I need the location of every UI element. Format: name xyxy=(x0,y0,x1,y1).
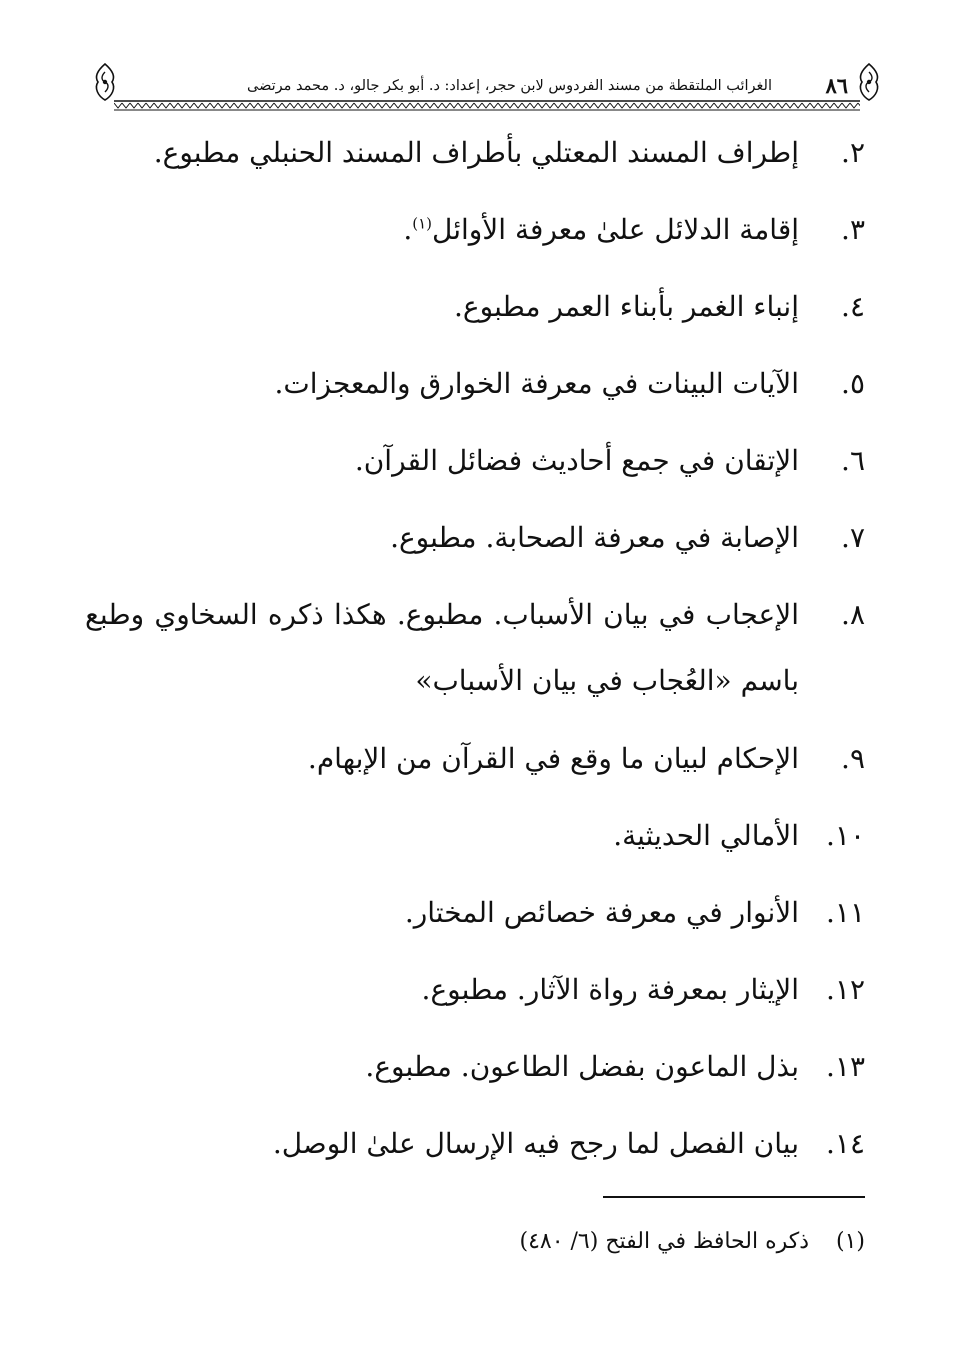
item-text: بذل الماعون بفضل الطاعون. مطبوع. xyxy=(365,1050,799,1083)
item-number: ١٠. xyxy=(826,819,865,852)
item-text-with-footnote xyxy=(85,197,809,263)
list-item xyxy=(85,351,865,428)
item-number: ٢. xyxy=(841,136,865,169)
item-text: الأمالي الحديثية. xyxy=(613,819,799,852)
item-text: الإيثار بمعرفة رواة الآثار. مطبوع. xyxy=(421,973,799,1006)
list-item xyxy=(85,274,865,351)
item-number: ٤. xyxy=(841,290,865,323)
item-text: الإصابة في معرفة الصحابة. مطبوع. xyxy=(390,521,799,554)
item-text: الأنوار في معرفة خصائص المختار. xyxy=(404,896,799,929)
list-item xyxy=(85,880,865,957)
item-number: ٣. xyxy=(841,213,865,246)
item-number: ٦. xyxy=(841,444,865,477)
running-title: الغرائب الملتقطة من مسند الفردوس لابن حجر، إعداد: د. أبو بكر جالو، د. محمد مرتضى xyxy=(246,78,772,94)
list-item xyxy=(85,428,865,505)
item-text: إطراف المسند المعتلي بأطراف المسند الحنبلي مطبوع. xyxy=(153,136,799,169)
header-decorative-rule xyxy=(114,100,860,111)
list-item xyxy=(85,1111,865,1188)
item-number: ٧. xyxy=(841,521,865,554)
item-text: الإتقان في جمع أحاديث فضائل القرآن. xyxy=(354,444,799,477)
item-text: إنباء الغمر بأبناء العمر مطبوع. xyxy=(454,290,799,323)
list-item xyxy=(85,120,865,197)
list-item xyxy=(85,726,865,803)
item-number: ١١. xyxy=(826,896,865,929)
footnote-reference: (١) xyxy=(412,214,432,233)
item-number: ٥. xyxy=(841,367,865,400)
item-number: ١٢. xyxy=(826,973,865,1006)
header-ornament-right-icon xyxy=(854,62,884,102)
list-item xyxy=(85,1034,865,1111)
list-item xyxy=(85,197,865,274)
books-list xyxy=(85,120,865,1188)
item-number: ١٤. xyxy=(826,1127,865,1160)
item-text: بيان الفصل لما رجح فيه الإرسال علىٰ الوصل. xyxy=(272,1127,799,1160)
item-number: ٩. xyxy=(841,742,865,775)
item-number: ١٣. xyxy=(826,1050,865,1083)
header-ornament-left-icon xyxy=(90,62,120,102)
item-text: الإعجاب في بيان الأسباب. مطبوع. هكذا ذكره السخاوي وطبع باسم «العُجاب في بيان الأسباب» xyxy=(85,598,799,697)
footnote-separator xyxy=(603,1196,865,1198)
list-item xyxy=(85,957,865,1034)
item-text-suffix: . xyxy=(403,213,413,246)
page-header xyxy=(92,58,882,116)
list-item xyxy=(85,803,865,880)
item-text: الإحكام لبيان ما وقع في القرآن من الإبهام. xyxy=(307,742,799,775)
list-item xyxy=(85,582,865,726)
item-number: ٨. xyxy=(841,598,865,631)
item-text: إقامة الدلائل علىٰ معرفة الأوائل xyxy=(432,213,799,246)
footnote-marker: (١) xyxy=(835,1229,865,1254)
item-text: الآيات البينات في معرفة الخوارق والمعجزات. xyxy=(274,367,799,400)
page-number: ٨٦ xyxy=(825,73,848,98)
footnote-text: ذكره الحافظ في الفتح (٦/ ٤٨٠) xyxy=(519,1229,809,1254)
footnote xyxy=(265,1222,865,1262)
list-item xyxy=(85,505,865,582)
